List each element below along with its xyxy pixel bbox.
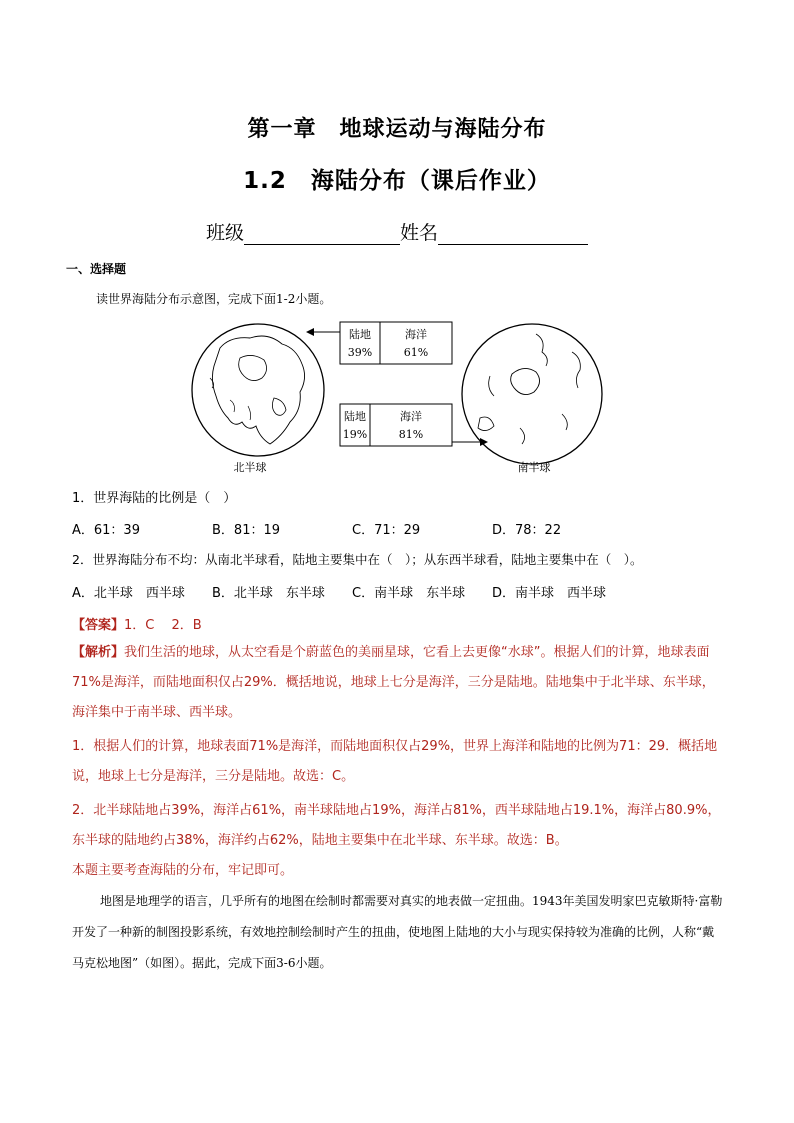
north-ratio-box xyxy=(340,322,452,364)
lesson-title: 1.2 海陆分布（课后作业） xyxy=(243,168,551,194)
q2-option-c[interactable]: C．南半球 东半球 xyxy=(352,586,466,601)
intro-text-1: 读世界海陆分布示意图，完成下面1-2小题。 xyxy=(96,292,332,306)
class-blank[interactable] xyxy=(244,222,400,245)
south-label: 南半球 xyxy=(517,461,551,474)
south-sea-value: 81% xyxy=(398,428,424,441)
analysis-paragraph-4: 本题主要考查海陆的分布，牢记即可。 xyxy=(72,863,294,878)
q2-option-d[interactable]: D．南半球 西半球 xyxy=(492,586,607,601)
class-name-line xyxy=(0,218,794,245)
section-title: 一、选择题 xyxy=(66,262,127,276)
analysis-paragraph-2: 1．根据人们的计算，地球表面71%是海洋，而陆地面积仅占29%，世界上海洋和陆地的比例为71：29．概括地说，地球上七分是海洋，三分是陆地。故选：C。 xyxy=(72,739,718,784)
q1-option-a[interactable]: A．61：39 xyxy=(72,523,140,538)
north-land-label: 陆地 xyxy=(349,328,371,341)
q1-option-b[interactable]: B．81：19 xyxy=(212,523,281,538)
answer-text: 1．C 2．B xyxy=(124,618,202,633)
name-blank[interactable] xyxy=(438,222,588,245)
question-1: 1．世界海陆的比例是（ ） xyxy=(72,491,237,506)
analysis-text-1: 我们生活的地球，从太空看是个蔚蓝色的美丽星球，它看上去更像“水球”。根据人们的计算，地球表面71%是海洋，而陆地面积仅占29%．概括地说，地球上七分是海洋，三分是陆地。陆地集中于北半球、东半球，海洋集中于南半球、西半球。 xyxy=(72,645,715,720)
q1-option-c[interactable]: C．71：29 xyxy=(352,523,421,538)
analysis-label: 【解析】 xyxy=(72,645,125,660)
arrow-left-icon xyxy=(306,328,340,336)
q2-option-b[interactable]: B．北半球 东半球 xyxy=(212,586,325,601)
answer-label: 【答案】 xyxy=(72,618,125,633)
analysis-paragraph-1 xyxy=(72,638,724,728)
name-label: 姓名 xyxy=(400,222,439,244)
south-ratio-box xyxy=(340,404,452,446)
north-hemisphere-globe xyxy=(192,324,324,456)
question-2: 2．世界海陆分布不均：从南北半球看，陆地主要集中在（ ）；从东西半球看，陆地主要集中在（ ）。 xyxy=(72,552,643,567)
analysis-paragraph-3: 2．北半球陆地占39%，海洋占61%，南半球陆地占19%，海洋占81%，西半球陆地占19.1%，海洋占80.9%，东半球的陆地约占38%，海洋约占62%，陆地主要集中在北半球、东半球。故选：B。 xyxy=(72,803,721,848)
q1-option-d[interactable]: D．78：22 xyxy=(492,523,562,538)
south-land-label: 陆地 xyxy=(344,410,366,423)
north-land-value: 39% xyxy=(347,346,373,359)
north-sea-label: 海洋 xyxy=(405,328,427,341)
chapter-title: 第一章 地球运动与海陆分布 xyxy=(247,117,547,142)
class-label: 班级 xyxy=(205,222,244,244)
intro-text-2: 地图是地理学的语言，几乎所有的地图在绘制时都需要对真实的地表做一定扭曲。1943年美国发明家巴克敏斯特·富勒开发了一种新的制图投影系统，有效地控制绘制时产生的扭曲，使地图上陆地的大小与现实保持较为准确的比例，人称“戴马克松地图”（如图）。据此，完成下面3-6小题。 xyxy=(72,894,723,970)
q2-option-a[interactable]: A．北半球 西半球 xyxy=(72,586,185,601)
south-sea-label: 海洋 xyxy=(400,410,422,423)
answer-line xyxy=(72,614,202,633)
hemisphere-figure xyxy=(190,318,610,478)
north-sea-value: 61% xyxy=(403,346,429,359)
south-land-value: 19% xyxy=(342,428,368,441)
north-label: 北半球 xyxy=(233,461,267,474)
